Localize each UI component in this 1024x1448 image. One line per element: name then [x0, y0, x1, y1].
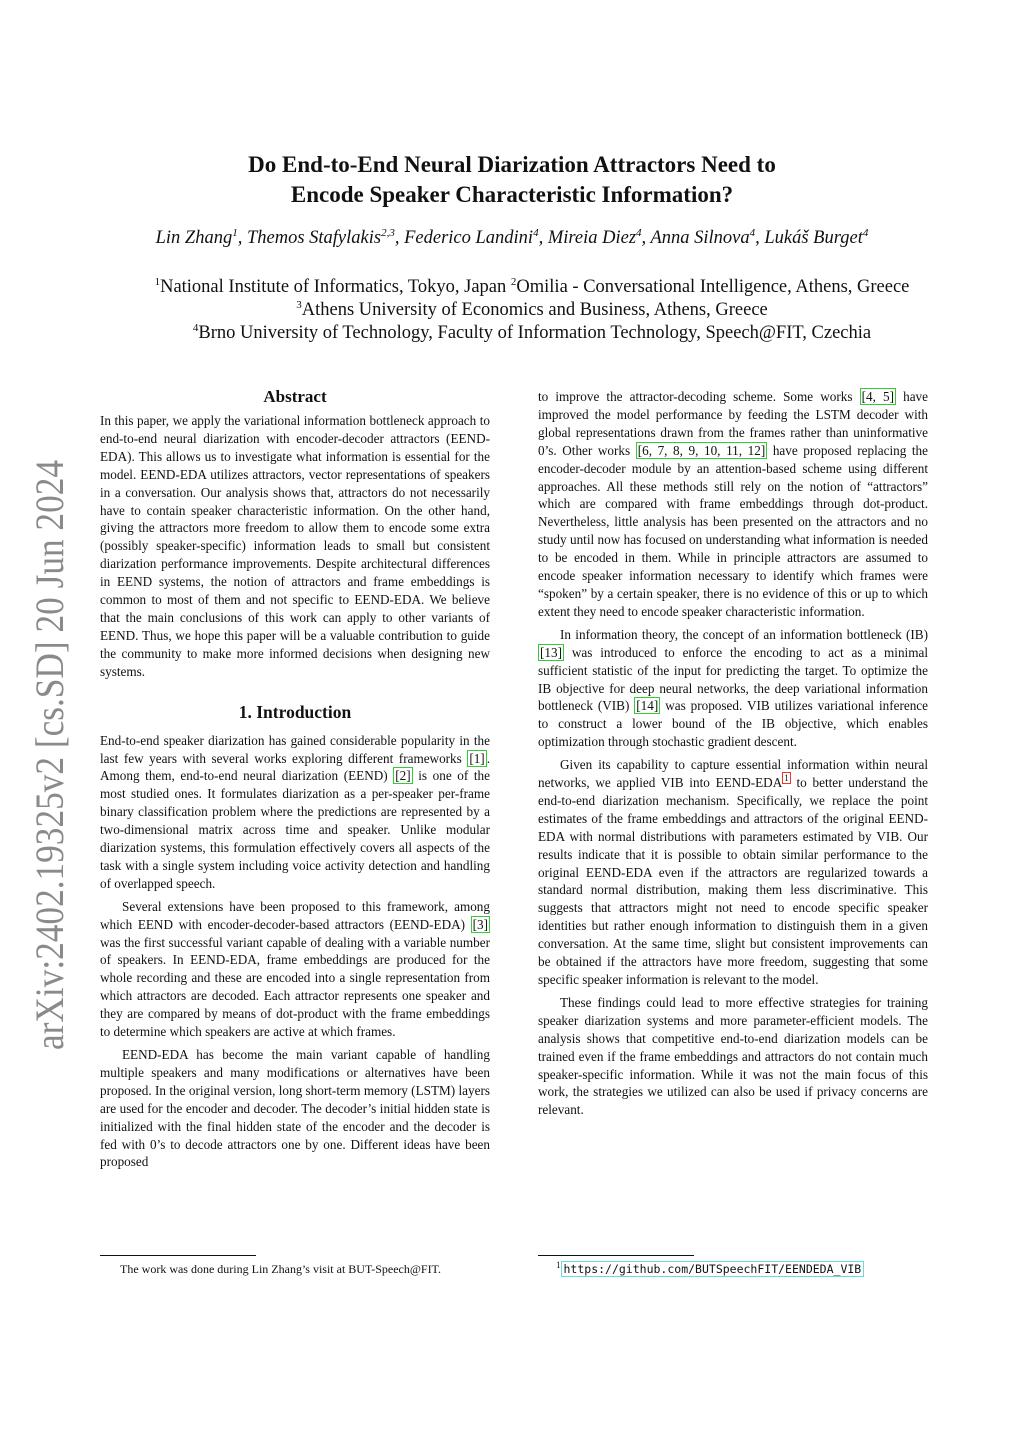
affiliations	[100, 276, 964, 345]
right-column	[538, 388, 928, 1119]
intro-paragraph-1	[100, 732, 490, 893]
footnote-left: The work was done during Lin Zhang’s visit at BUT-Speech@FIT.	[120, 1262, 441, 1276]
footnote-rule-left	[100, 1255, 256, 1256]
affiliation-4: Brno University of Technology, Faculty of Information Technology, Speech@FIT, Czechia	[198, 323, 872, 343]
citation-link[interactable]: [4, 5]	[861, 389, 894, 404]
text-run: Given its capability to capture essential information within neural networks, we applied VIB into EEND-EDA	[538, 757, 928, 791]
text-run: In information theory, the concept of an information bottleneck (IB)	[560, 626, 928, 642]
text-run: was the first successful variant capable of dealing with a variable number of speakers. In EEND-EDA, frame embeddings are produced for the whole recording and these are encoded into a single representation from which attractors are decoded. Each attractor represents one speaker and they are compared by means of dot-product with the frame embeddings to determine which speakers are active at which frames.	[100, 934, 490, 1040]
arxiv-identifier-text: arXiv:2402.19325v2 [cs.SD] 20 Jun 2024	[27, 455, 72, 1050]
title-line-2: Encode Speaker Characteristic Information?	[290, 182, 734, 207]
affiliation-number: 4	[192, 322, 199, 334]
text-run: . Among them, end-to-end neural diarization (EEND)	[100, 750, 490, 784]
footnote-rule-right	[538, 1255, 694, 1256]
text-run: have improved the model performance by feeding the LSTM decoder with global representations drawn from the frames rather than uninformative 0’s. Other works	[538, 389, 928, 458]
author-name: Themos Stafylakis	[246, 228, 382, 248]
affiliation-line-1	[100, 276, 964, 299]
footnote-link[interactable]: 1	[784, 773, 789, 784]
introduction-heading: 1. Introduction	[238, 701, 352, 722]
author-name: Anna Silnova	[650, 228, 750, 248]
text-run: was proposed. VIB utilizes variational inference to construct a lower bound of the IB objective, which enables optimization through stochastic gradient descent.	[538, 698, 928, 750]
author-list: Lin Zhang$^1$, Themos Stafylakis$^{2,3}$, Federico Landini$^4$, Mireia Diez$^4$, Anna Silnova$^4$, Lukáš Burget$^4$	[155, 227, 869, 248]
text-run: Several extensions have been proposed to this framework, among which EEND with encoder-decoder-based attractors (EEND-EDA)	[100, 898, 490, 932]
author-affiliation: 4	[636, 227, 642, 239]
affiliation-2: Omilia - Conversational Intelligence, Athens, Greece	[516, 277, 910, 297]
text-run: to improve the attractor-decoding scheme. Some works	[538, 389, 860, 404]
abstract-text: In this paper, we apply the variational information bottleneck approach to end-to-end neural diarization with encoder-decoder attractors (EEND-EDA). This allows us to investigate what information is essential for the model. EEND-EDA utilizes attractors, vector representations of speakers in a conversation. Our analysis shows that, attractors do not necessarily have to contain speaker characteristic information. On the other hand, giving the attractors more freedom to allow them to encode some extra (possibly speaker-specific) information leads to small but consistent diarization performance improvements. Despite architectural differences in EEND systems, the notion of attractors and frame embeddings is common to most of them and not specific to EEND-EDA. We believe that the main conclusions of this work can apply to other variants of EEND. Thus, we hope this paper will be a valuable contribution to guide the community to make more informed decisions when designing new systems.	[100, 413, 490, 679]
affiliation-number: 3	[296, 299, 302, 311]
intro-paragraph-5	[538, 626, 928, 751]
author-affiliation: 4	[749, 227, 756, 239]
footnote-right	[556, 1262, 864, 1277]
intro-paragraph-6	[538, 756, 928, 989]
author-name: Federico Landini	[404, 228, 534, 248]
author-name: Lin Zhang	[155, 228, 233, 248]
affiliation-line-3	[100, 322, 964, 345]
affiliation-line-2	[100, 299, 964, 322]
citation-link[interactable]: [13]	[540, 644, 562, 660]
affiliation-number: 2	[510, 276, 517, 288]
intro-paragraph-7: These findings could lead to more effective strategies for training speaker diarization systems and more parameter-efficient models. The analysis shows that competitive end-to-end diarization models can be trained even if the frame embeddings and attractors do not contain much speaker-specific information. While it was not the main focus of this work, the strategies we utilized can also be used if privacy concerns are relevant.	[538, 994, 928, 1118]
affiliation-3: Athens University of Economics and Business, Athens, Greece	[301, 300, 768, 320]
title-line-1: Do End-to-End Neural Diarization Attractors Need to	[248, 152, 776, 177]
arxiv-identifier	[8, 455, 88, 1055]
author-affiliation: 2,3	[381, 227, 395, 239]
github-url-link[interactable]: https://github.com/BUTSpeechFIT/EENDEDA_VIB	[561, 1261, 865, 1277]
affiliation-1: National Institute of Informatics, Tokyo, Japan	[160, 277, 507, 297]
intro-paragraph-3: EEND-EDA has become the main variant capable of handling multiple speakers and many modifications or alternatives have been proposed. In the original version, long short-term memory (LSTM) layers are used for the encoder and decoder. The decoder’s initial hidden state is initialized with the final hidden state of the encoder and the decoder is fed with 0’s to decode attractors one by one. Different ideas have been proposed	[100, 1047, 490, 1170]
author-affiliation: 4	[862, 227, 869, 239]
author-affiliation: 4	[533, 227, 539, 239]
citation-link[interactable]: [3]	[472, 916, 488, 932]
abstract-heading: Abstract	[263, 387, 327, 406]
text-run: is one of the most studied ones. It formulates diarization as a per-speaker per-frame binary classification problem where the predictions are represented by a two-dimensional matrix across time and speaker. Unlike modular diarization systems, this formulation effectively covers all aspects of the task with a single system including voice activity detection and handling of overlapped speech.	[100, 768, 490, 891]
intro-paragraph-2	[100, 898, 490, 1041]
citation-link[interactable]: [6, 7, 8, 9, 10, 11, 12]	[637, 442, 766, 458]
author-affiliation: 1	[232, 227, 238, 239]
footnote-number: 1	[556, 1260, 561, 1270]
citation-link[interactable]: [14]	[636, 698, 659, 714]
author-name: Mireia Diez	[547, 228, 637, 248]
paper-title	[0, 150, 1024, 210]
author-name: Lukáš Burget	[764, 228, 863, 248]
text-run: have proposed replacing the encoder-decoder module by an attention-based scheme using different approaches. All these methods still rely on the notion of “attractors” which are compared with frame embeddings through dot-product. Nevertheless, little analysis has been presented on the attractors and no study until now has focused on understanding what information is needed to be encoded in them. While in principle attractors are assumed to encode speaker information necessary to identify which frames were “spoken” by a certain speaker, there is no evidence of this or up to which extent they need to encode speaker characteristic information.	[538, 442, 928, 619]
citation-link[interactable]: [2]	[395, 768, 411, 784]
arxiv-identifier-svg	[8, 455, 88, 1055]
intro-paragraph-4	[538, 388, 928, 621]
text-run: End-to-end speaker diarization has gained considerable popularity in the last few years with several works exploring different frameworks	[100, 732, 490, 766]
affiliation-number: 1	[154, 276, 161, 288]
citation-link[interactable]: [1]	[469, 750, 485, 766]
left-column	[100, 386, 490, 1171]
text-run: was introduced to enforce the encoding to act as a minimal sufficient statistic of the input for predicting the target. To optimize the IB objective for deep neural networks, the deep variational information bottleneck (VIB)	[538, 644, 928, 714]
text-run: to better understand the end-to-end diarization mechanism. Specifically, we replace the point estimates of the frame embeddings and attractors of the original EEND-EDA with normal distributions with parameters estimated by VIB. Our results indicate that it is possible to obtain similar performance to the original EEND-EDA even if the attractors are regularized towards a standard normal distribution, making them less discriminative. This suggests that attractors might not need to encode specific speaker identities but rather enough information to distinguish them in a given conversation. At the same time, slight but consistent improvements can be obtained if the attractors have more freedom, suggesting that some specific speaker information is relevant to the model.	[538, 775, 928, 987]
